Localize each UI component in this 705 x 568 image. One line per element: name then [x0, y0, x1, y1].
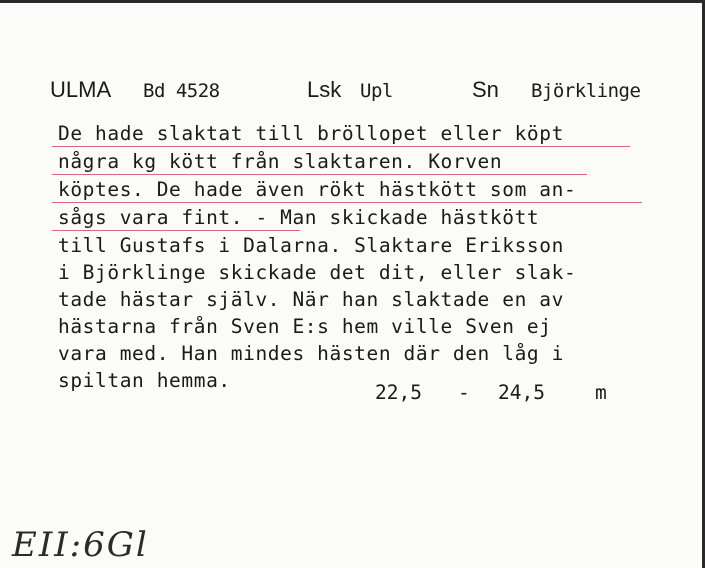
text-line: tade hästar själv. När han slaktade en av [58, 288, 564, 311]
text-line: till Gustafs i Dalarna. Slaktare Eriksson [58, 234, 564, 257]
text-line: i Björklinge skickade det dit, eller slak- [58, 261, 577, 284]
underline-2 [52, 174, 587, 175]
underline-3 [52, 202, 642, 203]
reference-number: Bd 4528 [143, 80, 220, 102]
text-line: hästarna från Sven E:s hem ville Sven ej [58, 315, 552, 338]
text-line: vara med. Han mindes hästen där den låg i [58, 342, 564, 365]
sn-label: Sn [472, 77, 499, 102]
measure-from: 22,5 [375, 381, 422, 404]
underline-1 [52, 146, 630, 147]
measure-dash: - [458, 381, 470, 404]
archive-label: ULMA [50, 77, 112, 102]
text-line: några kg kött från slaktaren. Korven [58, 150, 503, 173]
lsk-label: Lsk [307, 77, 342, 102]
measure-unit: m [595, 381, 607, 404]
text-line: sågs vara fint. - Man skickade hästkött [58, 206, 540, 229]
text-line: De hade slaktat till bröllopet eller köpt [58, 122, 564, 145]
handwritten-classification-code: EII:6Gl [12, 525, 149, 565]
text-line: spiltan hemma. [58, 369, 231, 392]
text-line: köptes. De hade även rökt hästkött som an- [58, 178, 577, 201]
underline-4 [52, 230, 300, 231]
measure-to: 24,5 [498, 381, 545, 404]
lsk-value: Upl [360, 80, 393, 102]
sn-value: Björklinge [531, 80, 641, 102]
